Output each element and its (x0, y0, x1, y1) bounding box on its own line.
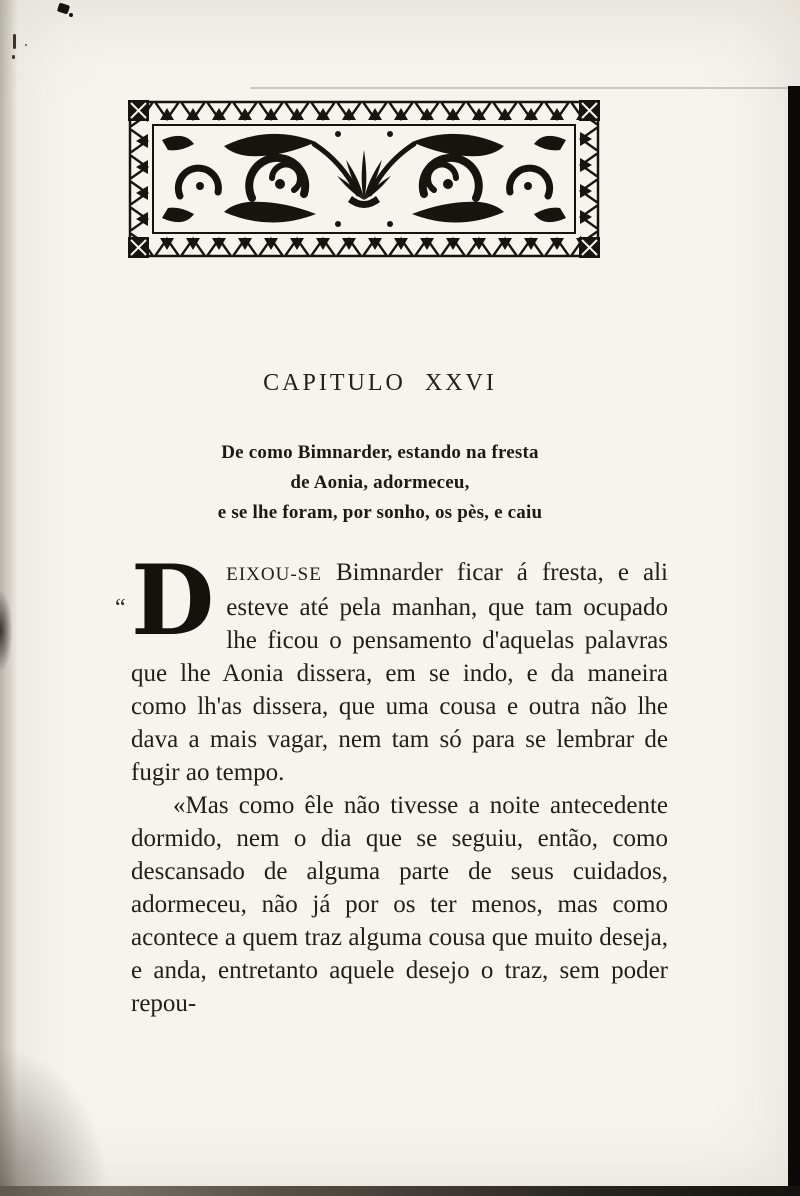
woodcut-band-icon (128, 100, 600, 258)
scan-blot-bottom-left (0, 1046, 110, 1196)
scan-speck (69, 13, 73, 17)
subtitle-line: e se lhe foram, por sonho, os pès, e caiu (217, 502, 543, 523)
scan-speck (12, 55, 15, 59)
margin-quote-mark: “ (115, 595, 126, 621)
paragraph-text: Bimnarder ficar á fresta, e ali esteve até pela manhan, que tam ocupado lhe ficou o pensamento d'aquelas palavras que lhe Aonia dissera, em se indo, e da maneira como lh'as dissera, que uma cousa e outra não lhe dava a mais vagar, nem tam só para se lembrar de fugir ao tempo. (131, 559, 668, 786)
paragraph (115, 544, 668, 789)
subtitle-line: de Aonia, adormeceu, (290, 472, 470, 493)
scan-edge-bottom (0, 1186, 800, 1196)
scan-top-line (250, 87, 788, 89)
scan-speck (13, 34, 16, 49)
scan-edge-right (788, 86, 800, 1196)
body-text (115, 544, 668, 1020)
paragraph (131, 789, 668, 1020)
paragraph-text: «Mas como êle não tivesse a noite antecedente dormido, nem o dia que se seguiu, então, como descansado de alguma parte de seus cuidados, adormeceu, não já por os ter menos, mas como acontece a quem traz alguma cousa que muito deseja, e anda, entretanto aquele desejo o traz, sem poder repou- (131, 792, 668, 1017)
scan-speck (25, 44, 27, 46)
chapter-subtitle (100, 438, 660, 528)
chapter-title: CAPITULO XXVI (263, 370, 497, 396)
lead-smallcaps: EIXOU-SE (226, 564, 322, 585)
header-ornament (128, 100, 600, 258)
subtitle-line: De como Bimnarder, estando na fresta (221, 442, 539, 463)
scan-blot-left (0, 592, 12, 670)
dropcap-initial: D (131, 544, 215, 657)
scan-speck (57, 3, 70, 15)
